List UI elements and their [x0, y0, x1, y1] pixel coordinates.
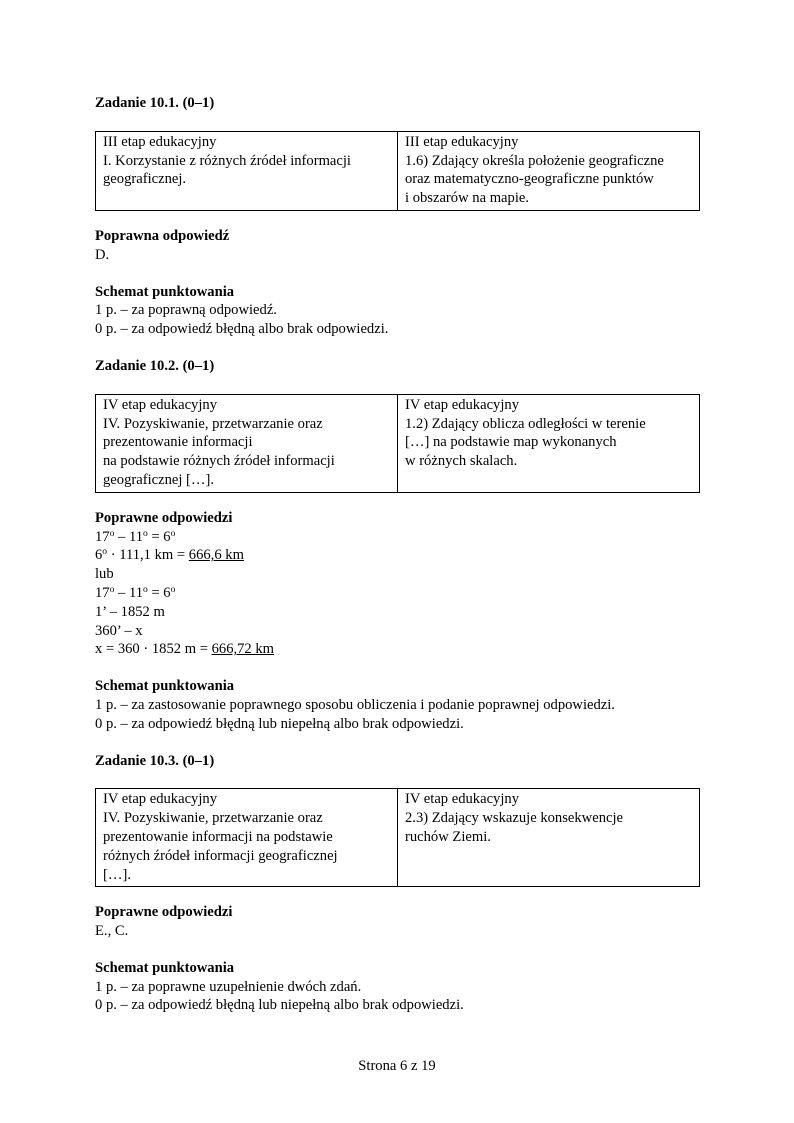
- cell-line: na podstawie różnych źródeł informacji: [103, 453, 335, 470]
- calculation-line: $6^o \cdot 111,1$ km = 666,6 km: [95, 547, 244, 564]
- calculation-line: lub: [95, 566, 114, 583]
- cell-line: prezentowanie informacji: [103, 434, 253, 451]
- cell-line: […] na podstawie map wykonanych: [405, 434, 617, 451]
- scoring-heading: Schemat punktowania: [95, 283, 235, 300]
- page-number: Strona 6 z 19: [358, 1058, 436, 1074]
- general-requirement-cell: [96, 394, 398, 492]
- cell-line: prezentowanie informacji na podstawie: [103, 828, 333, 845]
- cell-line: 2.3) Zdający wskazuje konsekwencje: [405, 810, 624, 827]
- cell-line: IV etap edukacyjny: [405, 396, 520, 413]
- general-requirement-cell: [96, 789, 398, 887]
- answer-line: E., C.: [95, 923, 129, 940]
- answer-line: D.: [95, 246, 110, 263]
- scoring-heading: Schemat punktowania: [95, 959, 235, 976]
- specific-requirement-cell: [398, 789, 700, 887]
- scoring-line: 0 p. – za odpowiedź błędną lub niepełną albo brak odpowiedzi.: [95, 997, 464, 1014]
- cell-line: oraz matematyczno-geograficzne punktów: [405, 171, 654, 188]
- cell-line: w różnych skalach.: [405, 453, 518, 470]
- cell-line: IV etap edukacyjny: [405, 791, 520, 808]
- cell-line: i obszarów na mapie.: [405, 190, 530, 207]
- calculation-line: 1’ – 1852 m: [95, 603, 165, 620]
- cell-line: IV. Pozyskiwanie, przetwarzanie oraz: [103, 810, 323, 827]
- cell-line: IV etap edukacyjny: [103, 791, 218, 808]
- cell-line: różnych źródeł informacji geograficznej: [103, 847, 338, 864]
- requirements-table: [95, 131, 700, 211]
- task-title: Zadanie 10.2. (0–1): [95, 357, 215, 374]
- cell-line: III etap edukacyjny: [405, 133, 519, 150]
- answer-heading: Poprawne odpowiedzi: [95, 509, 233, 526]
- cell-line: geograficznej […].: [103, 471, 215, 488]
- calculation-line: $17^o - 11^o = 6^o$: [95, 584, 176, 601]
- requirements-table: [95, 788, 700, 887]
- document-page: [95, 94, 701, 1015]
- scoring-line: 1 p. – za zastosowanie poprawnego sposobu obliczenia i podanie poprawnej odpowiedzi.: [95, 696, 615, 713]
- answer-heading: Poprawna odpowiedź: [95, 227, 230, 244]
- scoring-heading: Schemat punktowania: [95, 678, 235, 695]
- general-requirement-cell: [96, 131, 398, 210]
- calculation-line: $17^o - 11^o = 6^o$: [95, 528, 176, 545]
- cell-line: IV etap edukacyjny: [103, 396, 218, 413]
- task-title: Zadanie 10.3. (0–1): [95, 752, 215, 769]
- specific-requirement-cell: [398, 394, 700, 492]
- scoring-line: 1 p. – za poprawną odpowiedź.: [95, 302, 277, 319]
- cell-line: IV. Pozyskiwanie, przetwarzanie oraz: [103, 415, 323, 432]
- cell-line: 1.6) Zdający określa położenie geograficzne: [405, 152, 664, 169]
- scoring-line: 0 p. – za odpowiedź błędną lub niepełną albo brak odpowiedzi.: [95, 715, 464, 732]
- cell-line: III etap edukacyjny: [103, 133, 217, 150]
- scoring-line: 0 p. – za odpowiedź błędną albo brak odpowiedzi.: [95, 321, 389, 338]
- specific-requirement-cell: [398, 131, 700, 210]
- requirements-table: [95, 394, 700, 493]
- cell-line: geograficznej.: [103, 171, 187, 188]
- scoring-line: 1 p. – za poprawne uzupełnienie dwóch zdań.: [95, 978, 362, 995]
- cell-line: […].: [103, 866, 131, 883]
- cell-line: ruchów Ziemi.: [405, 828, 491, 845]
- calculation-line: x = 360 · 1852 m = 666,72 km: [95, 641, 275, 658]
- cell-line: 1.2) Zdający oblicza odległości w terenie: [405, 415, 646, 432]
- answer-heading: Poprawne odpowiedzi: [95, 904, 233, 921]
- calculation-line: 360’ – x: [95, 622, 143, 639]
- task-title: Zadanie 10.1. (0–1): [95, 95, 215, 111]
- result-value: 666,72 km: [211, 641, 275, 658]
- cell-line: I. Korzystanie z różnych źródeł informacji: [103, 152, 351, 169]
- result-value: 666,6 km: [188, 547, 244, 564]
